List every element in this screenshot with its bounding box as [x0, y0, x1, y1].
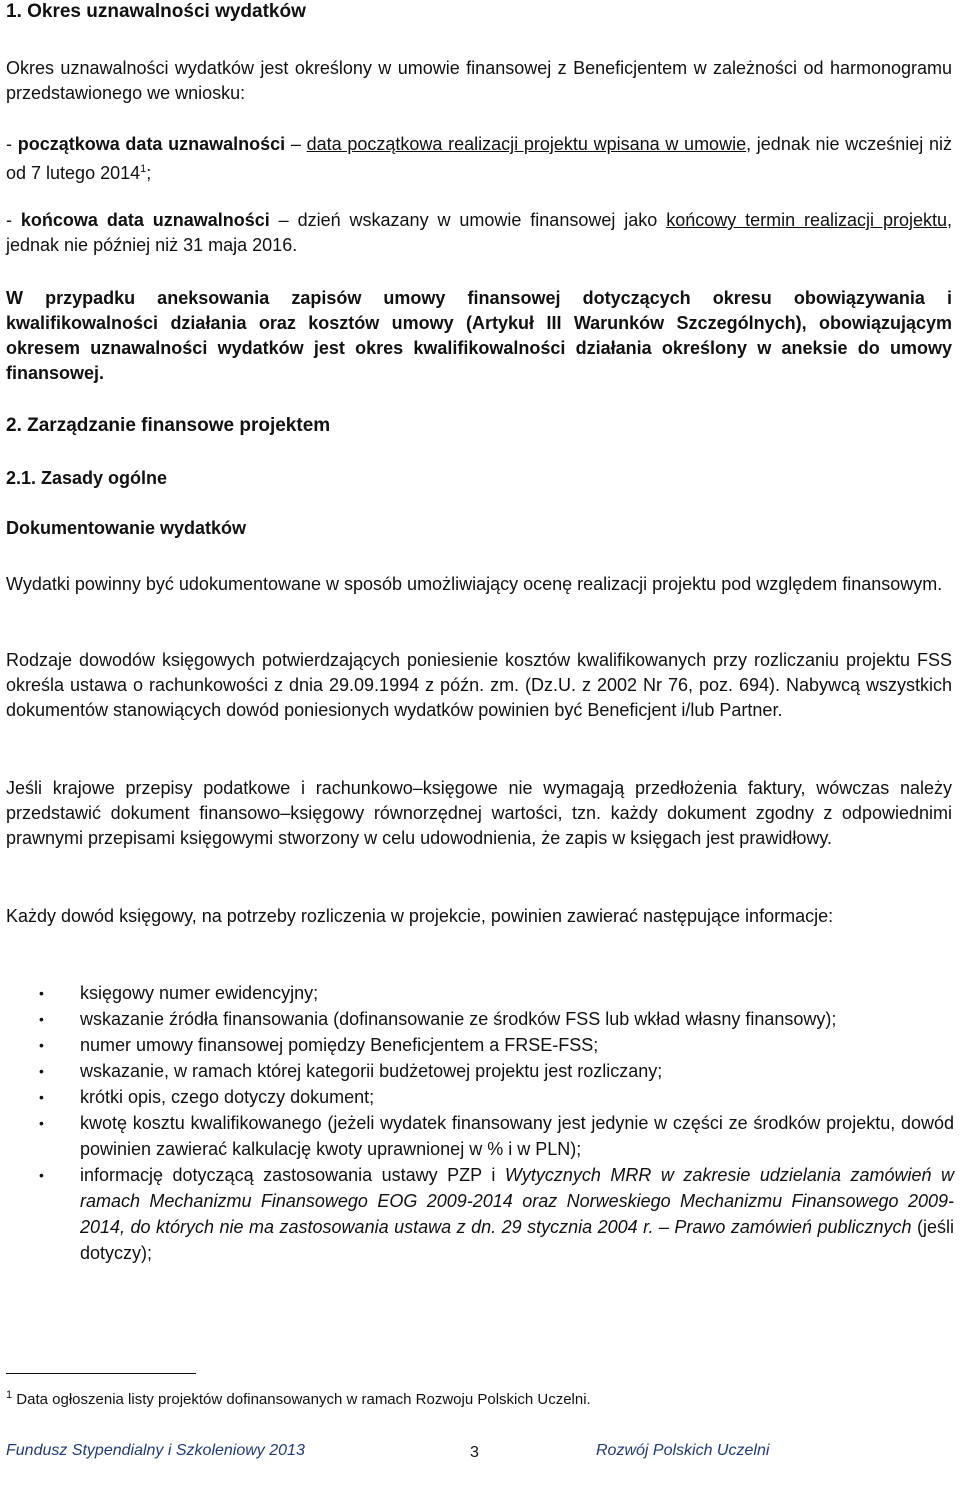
start-date-term: początkowa data uznawalności [17, 134, 286, 154]
page-number: 3 [470, 1444, 479, 1461]
bullet-icon: • [39, 985, 44, 1001]
list-item-text: kwotę kosztu kwalifikowanego (jeżeli wydatek finansowany jest jedynie w części ze środków projektu, dowód powinien zawierać kalkulację kwoty uprawnionej w % i w PLN); [80, 1113, 954, 1159]
list-item [6, 1110, 954, 1162]
list-item [6, 1162, 954, 1266]
semicolon: ; [146, 163, 152, 183]
bullet-icon: • [39, 1089, 44, 1105]
requirements-list [6, 980, 954, 1266]
list-item [6, 1006, 954, 1032]
list-item-text: wskazanie źródła finansowania (dofinansowanie ze środków FSS lub wkład własny finansowy); [80, 1009, 837, 1029]
bullet-icon: • [39, 1011, 44, 1027]
dash-prefix: - [6, 134, 18, 154]
list-item [6, 1084, 954, 1110]
page-footer [6, 1440, 954, 1486]
list-item-text: wskazanie, w ramach której kategorii budżetowej projektu jest rozliczany; [80, 1061, 663, 1081]
intro-paragraph: Okres uznawalności wydatków jest określony w umowie finansowej z Beneficjentem w zależności od harmonogramu przedstawionego we wniosku: [6, 58, 952, 103]
list-item [6, 1058, 954, 1084]
footnote [6, 1384, 591, 1411]
list-item [6, 1032, 954, 1058]
end-date-link[interactable]: końcowy termin realizacji projektu [666, 210, 947, 230]
footer-program-name: Rozwój Polskich Uczelni [596, 1442, 770, 1459]
section-heading-2: 2. Zarządzanie finansowe projektem [6, 415, 331, 436]
paragraph-3: Jeśli krajowe przepisy podatkowe i rachunkowo–księgowe nie wymagają przedłożenia faktury, wówczas należy przedstawić dokument finansowo–księgowy równorzędnej wartości, tzn. każdy dokument zgodny z odpowiednimi prawnymi przepisami księgowymi stworzony w celu udowodnienia, że zapis w księgach jest prawidłowy. [6, 778, 952, 848]
start-date-item [6, 132, 952, 186]
list-item-text: księgowy numer ewidencyjny; [80, 983, 319, 1003]
footnote-mark: 1 [6, 1389, 13, 1401]
list-item-text: krótki opis, czego dotyczy dokument; [80, 1087, 375, 1107]
section-heading-1: 1. Okres uznawalności wydatków [6, 1, 306, 22]
paragraph-1: Wydatki powinny być udokumentowane w sposób umożliwiający ocenę realizacji projektu pod względem finansowym. [6, 574, 943, 594]
subheading-documenting: Dokumentowanie wydatków [6, 518, 247, 538]
footnote-text: Data ogłoszenia listy projektów dofinansowanych w ramach Rozwoju Polskich Uczelni. [12, 1391, 591, 1408]
dash-prefix: - [6, 210, 21, 230]
footer-fund-name: Fundusz Stypendialny i Szkoleniowy 2013 [6, 1442, 305, 1459]
list-item [6, 980, 954, 1006]
bullet-icon: • [39, 1115, 44, 1131]
end-date-text: – dzień wskazany w umowie finansowej jako [269, 210, 667, 230]
footnote-reference[interactable]: 1 [140, 163, 147, 175]
list-item-text: informację dotyczącą zastosowania ustawy PZP i [80, 1165, 505, 1185]
end-date-rest: , jednak nie później niż 31 maja 2016. [6, 210, 953, 255]
paragraph-4: Każdy dowód księgowy, na potrzeby rozliczenia w projekcie, powinien zawierać następujące informacje: [6, 906, 834, 926]
list-item-text: numer umowy finansowej pomiędzy Beneficjentem a FRSE-FSS; [80, 1035, 599, 1055]
section-heading-2-1: 2.1. Zasady ogólne [6, 468, 168, 488]
bullet-icon: • [39, 1063, 44, 1079]
start-date-rest: , jednak nie wcześniej niż od 7 lutego 2014 [6, 134, 953, 183]
em-dash: – [285, 134, 307, 154]
end-date-item [6, 208, 952, 258]
end-date-term: końcowa data uznawalności [20, 210, 270, 230]
list-item-text-end: (jeśli dotyczy); [80, 1217, 954, 1263]
paragraph-2: Rodzaje dowodów księgowych potwierdzających poniesienie kosztów kwalifikowanych przy rozliczaniu projektu FSS określa ustawa o rachunkowości z dnia 29.09.1994 z późn. zm. (Dz.U. z 2002 Nr 76, poz. 694). Nabywcą wszystkich dokumentów stanowiących dowód poniesionych wydatków powinien być Beneficjent i/lub Partner. [6, 650, 952, 720]
bullet-icon: • [39, 1167, 44, 1183]
start-date-link[interactable]: data początkowa realizacji projektu wpisana w umowie [306, 134, 747, 154]
annex-paragraph: W przypadku aneksowania zapisów umowy finansowej dotyczących okresu obowiązywania i kwalifikowalności działania oraz kosztów umowy (Artykuł III Warunków Szczególnych), obowiązującym okresem uznawalności wydatków jest okres kwalifikowalności działania określony w aneksie do umowy finansowej. [6, 288, 952, 383]
footnote-divider [6, 1373, 196, 1374]
bullet-icon: • [39, 1037, 44, 1053]
guidelines-title: Wytycznych MRR w zakresie udzielania zamówień w ramach Mechanizmu Finansowego EOG 2009-2014 oraz Norweskiego Mechanizmu Finansowego 2009-2014, do których nie ma zastosowania ustawa z dn. 29 stycznia 2004 r. – Prawo zamówień publicznych [80, 1165, 954, 1237]
